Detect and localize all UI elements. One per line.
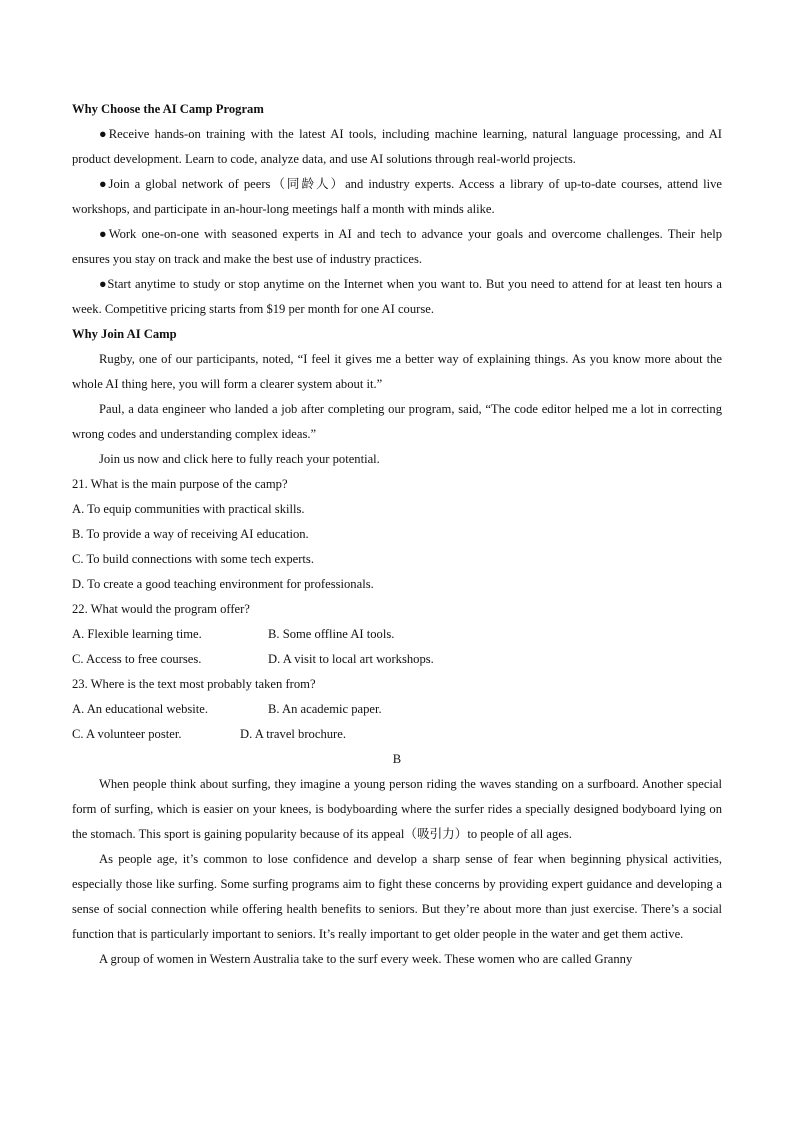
section-b-label: B <box>392 752 402 766</box>
question-23-option-c: C. A volunteer poster. <box>72 727 182 741</box>
question-23-stem: 23. Where is the text most probably taken from? <box>72 677 316 691</box>
testimonial-rugby: Rugby, one of our participants, noted, “I feel it gives me a better way of explaining things. As you know more about the whole AI thing here, you will form a clearer system about it.” <box>72 352 722 391</box>
heading-why-choose: Why Choose the AI Camp Program <box>72 102 264 116</box>
question-21-option-a: A. To equip communities with practical skills. <box>72 502 305 516</box>
document-page <box>72 97 722 972</box>
surfing-paragraph-3: A group of women in Western Australia take to the surf every week. These women who are called Granny <box>99 952 633 966</box>
question-22-option-d: D. A visit to local art workshops. <box>268 652 434 666</box>
bullet-global-network: ●Join a global network of peers（同龄人）and industry experts. Access a library of up-to-date courses, attend live workshops, and participate in an-hour-long meetings half a month with minds alike. <box>72 177 722 216</box>
question-23-options-row-2 <box>72 722 722 747</box>
question-22-option-b: B. Some offline AI tools. <box>268 627 395 641</box>
question-21-option-d: D. To create a good teaching environment for professionals. <box>72 577 374 591</box>
heading-why-join: Why Join AI Camp <box>72 327 177 341</box>
question-22-option-c: C. Access to free courses. <box>72 652 202 666</box>
question-22-stem: 22. What would the program offer? <box>72 602 250 616</box>
question-22-option-a: A. Flexible learning time. <box>72 627 202 641</box>
bullet-one-on-one: ●Work one-on-one with seasoned experts in AI and tech to advance your goals and overcome challenges. Their help ensures you stay on track and make the best use of industry practices. <box>72 227 722 266</box>
bullet-hands-on-training: ●Receive hands-on training with the latest AI tools, including machine learning, natural language processing, and AI product development. Learn to code, analyze data, and use AI solutions through real-world projects. <box>72 127 722 166</box>
surfing-paragraph-1: When people think about surfing, they imagine a young person riding the waves standing on a surfboard. Another special form of surfing, which is easier on your knees, is bodyboarding where the surfer rides a specially designed bodyboard lying on the stomach. This sport is gaining popularity because of its appeal（吸引力）to people of all ages. <box>72 777 722 841</box>
question-21-option-b: B. To provide a way of receiving AI education. <box>72 527 309 541</box>
question-21-stem: 21. What is the main purpose of the camp? <box>72 477 288 491</box>
question-23-option-d: D. A travel brochure. <box>240 727 346 741</box>
bullet-start-anytime: ●Start anytime to study or stop anytime on the Internet when you want to. But you need to attend for at least ten hours a week. Competitive pricing starts from $19 per month for one AI course. <box>72 277 722 316</box>
question-22-options-row-1 <box>72 622 722 647</box>
question-22-options-row-2 <box>72 647 722 672</box>
surfing-paragraph-2: As people age, it’s common to lose confidence and develop a sharp sense of fear when beginning physical activities, especially those like surfing. Some surfing programs aim to fight these concerns by providing expert guidance and developing a sense of social connection while offering health benefits to seniors. But they’re about more than just exercise. There’s a social function that is particularly important to seniors. It’s really important to get older people in the water and get them active. <box>72 852 722 941</box>
join-us-line: Join us now and click here to fully reach your potential. <box>99 452 380 466</box>
question-21-option-c: C. To build connections with some tech experts. <box>72 552 314 566</box>
question-23-option-a: A. An educational website. <box>72 702 209 716</box>
question-23-option-b: B. An academic paper. <box>268 702 382 716</box>
question-23-options-row-1 <box>72 697 722 722</box>
testimonial-paul: Paul, a data engineer who landed a job after completing our program, said, “The code editor helped me a lot in correcting wrong codes and understanding complex ideas.” <box>72 402 722 441</box>
